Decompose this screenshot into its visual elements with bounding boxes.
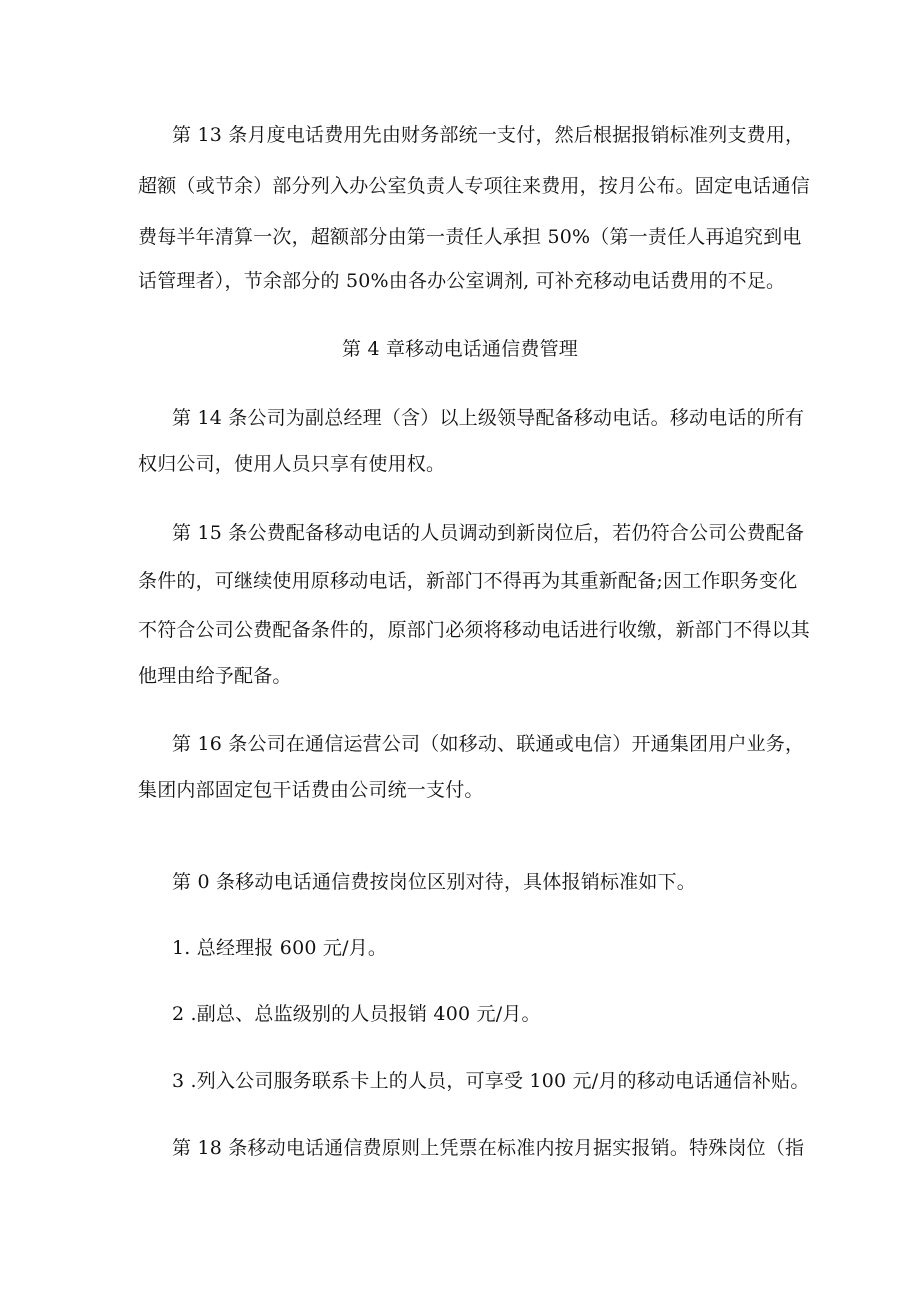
article-18-line-1: 第 18 条移动电话通信费原则上凭票在标准内按月据实报销。特殊岗位（指	[172, 1137, 805, 1159]
article-15-line-2: 条件的，可继续使用原移动电话，新部门不得再为其重新配备;因工作职务变化	[138, 570, 798, 592]
article-13-line-4: 话管理者），节余部分的 50%由各办公室调剂, 可补充移动电话费用的不足。	[138, 270, 786, 292]
article-13-line-1: 第 13 条月度电话费用先由财务部统一支付，然后根据报销标准列支费用，	[172, 124, 805, 146]
article-13-line-2: 超额（或节余）部分列入办公室负责人专项往来费用，按月公布。固定电话通信	[138, 175, 811, 197]
article-17-line-1: 第 0 条移动电话通信费按岗位区别对待，具体报销标准如下。	[172, 871, 696, 893]
article-17-item-1: 1. 总经理报 600 元/月。	[172, 937, 388, 959]
article-14-line-1: 第 14 条公司为副总经理（含）以上级领导配备移动电话。移动电话的所有	[172, 407, 805, 429]
article-16-line-2: 集团内部固定包干话费由公司统一支付。	[138, 779, 484, 801]
article-15-line-4: 他理由给予配备。	[138, 665, 292, 687]
article-15-line-1: 第 15 条公费配备移动电话的人员调动到新岗位后，若仍符合公司公费配备	[172, 522, 805, 544]
article-15-line-3: 不符合公司公费配备条件的，原部门必须将移动电话进行收缴，新部门不得以其	[138, 619, 811, 641]
article-14-line-2: 权归公司，使用人员只享有使用权。	[138, 453, 446, 475]
chapter-4-title: 第 4 章移动电话通信费管理	[342, 338, 578, 360]
article-13-line-3: 费每半年清算一次，超额部分由第一责任人承担 50%（第一责任人再追究到电	[138, 226, 802, 248]
article-16-line-1: 第 16 条公司在通信运营公司（如移动、联通或电信）开通集团用户业务，	[172, 733, 805, 755]
article-17-item-2: 2 .副总、总监级别的人员报销 400 元/月。	[172, 1003, 541, 1025]
article-17-item-3: 3 .列入公司服务联系卡上的人员，可享受 100 元/月的移动电话通信补贴。	[172, 1070, 810, 1092]
